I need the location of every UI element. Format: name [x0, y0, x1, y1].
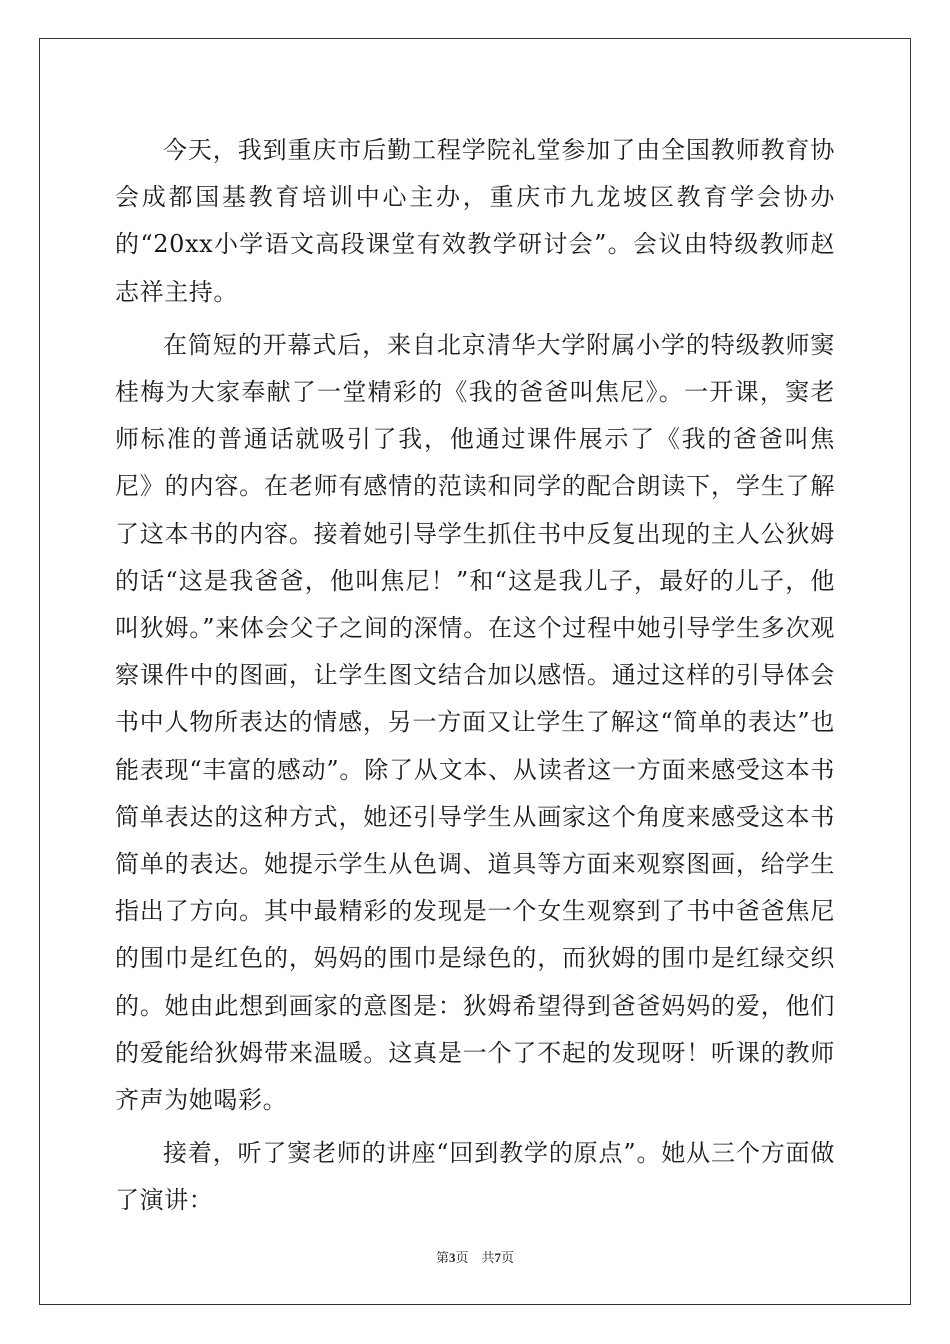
footer-prefix: 第 — [435, 1250, 449, 1265]
footer-middle: 页 共 — [455, 1250, 495, 1265]
page-footer — [0, 1247, 950, 1266]
document-body — [115, 127, 835, 1231]
paragraph-1: 今天，我到重庆市后勤工程学院礼堂参加了由全国教师教育协会成都国基教育培训中心主办，重庆市九龙坡区教育学会协办的“20xx小学语文高段课堂有效教学研讨会”。会议由特级教师赵志祥主持。 — [115, 136, 835, 306]
footer-suffix: 页 — [501, 1250, 515, 1265]
paragraph-2: 在简短的开幕式后，来自北京清华大学附属小学的特级教师窦桂梅为大家奉献了一堂精彩的《我的爸爸叫焦尼》。一开课，窦老师标准的普通话就吸引了我，他通过课件展示了《我的爸爸叫焦尼》的内容。在老师有感情的范读和同学的配合朗读下，学生了解了这本书的内容。接着她引导学生抓住书中反复出现的主人公狄姆的话“这是我爸爸，他叫焦尼！”和“这是我儿子，最好的儿子，他叫狄姆。”来体会父子之间的深情。在这个过程中她引导学生多次观察课件中的图画，让学生图文结合加以感悟。通过这样的引导体会书中人物所表达的情感，另一方面又让学生了解这“简单的表达”也能表现“丰富的感动”。除了从文本、从读者这一方面来感受这本书简单表达的这种方式，她还引导学生从画家这个角度来感受这本书简单的表达。她提示学生从色调、道具等方面来观察图画，给学生指出了方向。其中最精彩的发现是一个女生观察到了书中爸爸焦尼的围巾是红色的，妈妈的围巾是绿色的，而狄姆的围巾是红绿交织的。她由此想到画家的意图是：狄姆希望得到爸爸妈妈的爱，他们的爱能给狄姆带来温暖。这真是一个了不起的发现呀！听课的教师齐声为她喝彩。 — [115, 330, 835, 1115]
paragraph-3: 接着，听了窦老师的讲座“回到教学的原点”。她从三个方面做了演讲： — [115, 1139, 835, 1215]
total-page-number: 7 — [494, 1250, 501, 1265]
current-page-number: 3 — [448, 1250, 456, 1265]
